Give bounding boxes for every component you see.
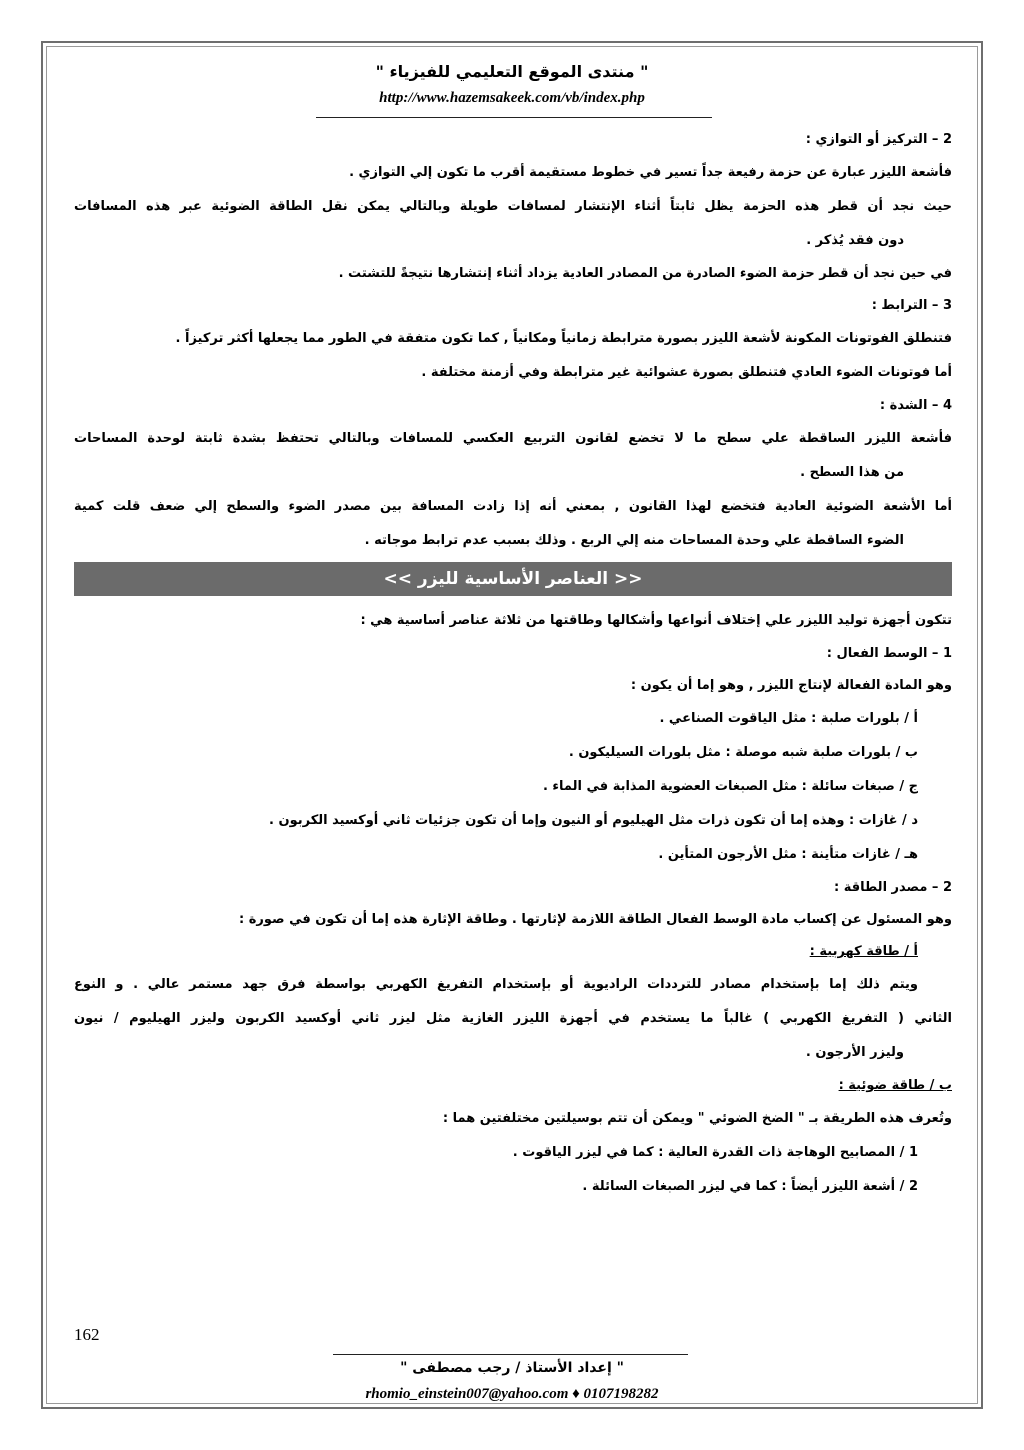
subheading-electrical: أ / طاقة كهربية : [809, 944, 918, 959]
header-divider [316, 117, 712, 118]
paragraph-line: وليزر الأرجون . [805, 1045, 904, 1060]
paragraph-line: وهو المسئول عن إكساب مادة الوسط الفعال الطاقة اللازمة لإثارتها . وطاقة الإثارة هذه إما أن تكون في صورة : [238, 912, 952, 927]
subheading-optical: ب / طاقة ضوئية : [838, 1078, 952, 1093]
paragraph-line: دون فقد يُذكر . [806, 233, 904, 248]
section-heading-active-medium: 1 – الوسط الفعال : [826, 646, 952, 661]
paragraph-line: حيث نجد أن قطر هذه الحزمة يظل ثابتاً أثناء الإنتشار لمسافات طويلة وبالتالي يمكن نقل الطاقة الضوئية عبر هذه المسافات [74, 199, 952, 214]
paragraph-line: تتكون أجهزة توليد الليزر علي إختلاف أنواعها وأشكالها وطاقتها من ثلاثة عناصر أساسية هي : [360, 613, 952, 628]
section-heading-energy-source: 2 – مصدر الطاقة : [834, 880, 952, 895]
footer-author: " إعداد الأستاذ / رجب مصطفى " [400, 1360, 624, 1376]
paragraph-line: ويتم ذلك إما بإستخدام مصادر للترددات الراديوية أو بإستخدام التفريغ الكهربي بواسطة فرق جهد مستمر عالي . و النوع [74, 977, 918, 992]
footer-divider [333, 1354, 688, 1355]
paragraph-line: الثاني ( التفريغ الكهربي ) غالباً ما يستخدم في أجهزة الليزر الغازية مثل ليزر ثاني أوكسيد الكربون وليزر الهيليوم / نيون [74, 1011, 952, 1026]
page-content [74, 124, 952, 1204]
section-heading-focus: 2 – التركيز أو التوازي : [805, 132, 952, 147]
paragraph-line: أما فوتونات الضوء العادي فتنطلق بصورة عشوائية غير مترابطة وفي أزمنة مختلفة . [421, 365, 952, 380]
paragraph-line: فتنطلق الفوتونات المكونة لأشعة الليزر بصورة مترابطة زمانياً ومكانياً , كما تكون متفقة في الطور مما يجعلها أكثر تركيزاً . [175, 331, 952, 346]
footer-contact: rhomio_einstein007@yahoo.com ♦ 0107198282 [365, 1386, 659, 1402]
list-item: هـ / غازات متأينة : مثل الأرجون المتأين . [658, 847, 918, 862]
section-heading-coherence: 3 – الترابط : [871, 298, 952, 313]
list-item: د / غازات : وهذه إما أن تكون ذرات مثل الهيليوم أو النيون وإما أن تكون جزئيات ثاني أوكسيد الكربون . [269, 813, 918, 828]
list-item: 2 / أشعة الليزر أيضاً : كما في ليزر الصبغات السائلة . [582, 1179, 918, 1194]
paragraph-line: الضوء الساقطة علي وحدة المساحات منه إلي الربع . وذلك بسبب عدم ترابط موجاته . [364, 533, 904, 548]
list-item: أ / بلورات صلبة : مثل الياقوت الصناعي . [659, 711, 918, 726]
header-url[interactable]: http://www.hazemsakeek.com/vb/index.php [379, 90, 645, 106]
header-title: " منتدى الموقع التعليمي للفيزياء " [375, 62, 649, 81]
page-number: 162 [74, 1325, 100, 1344]
list-item: 1 / المصابيح الوهاجة ذات القدرة العالية : كما في ليزر الياقوت . [512, 1145, 918, 1160]
paragraph-line: أما الأشعة الضوئية العادية فتخضع لهذا القانون , بمعني أنه إذا زادت المسافة بين مصدر الضوء والسطح إلي ضعف قلت كمية [74, 499, 952, 514]
paragraph-line: من هذا السطح . [800, 465, 904, 480]
paragraph-line: فأشعة الليزر عبارة عن حزمة رفيعة جداً تسير في خطوط مستقيمة أقرب ما تكون إلي التوازي . [349, 165, 952, 180]
section-banner: << العناصر الأساسية لليزر >> [74, 562, 952, 596]
list-item: ج / صبغات سائلة : مثل الصبغات العضوية المذابة في الماء . [542, 779, 918, 794]
paragraph-line: فأشعة الليزر الساقطة علي سطح ما لا تخضع لقانون التربيع العكسي للمسافات وبالتالي تحتفظ بشدة ثابتة لوحدة المساحات [74, 431, 952, 446]
paragraph-line: وتُعرف هذه الطريقة بـ " الضخ الضوئي " ويمكن أن تتم بوسيلتين مختلفتين هما : [442, 1111, 952, 1126]
section-heading-intensity: 4 – الشدة : [879, 398, 952, 413]
list-item: ب / بلورات صلبة شبه موصلة : مثل بلورات السيليكون . [568, 745, 918, 760]
paragraph-line: وهو المادة الفعالة لإنتاج الليزر , وهو إما أن يكون : [630, 678, 952, 693]
paragraph-line: في حين نجد أن قطر حزمة الضوء الصادرة من المصادر العادية يزداد أثناء إنتشارها نتيجةً للتشتت . [338, 266, 952, 281]
